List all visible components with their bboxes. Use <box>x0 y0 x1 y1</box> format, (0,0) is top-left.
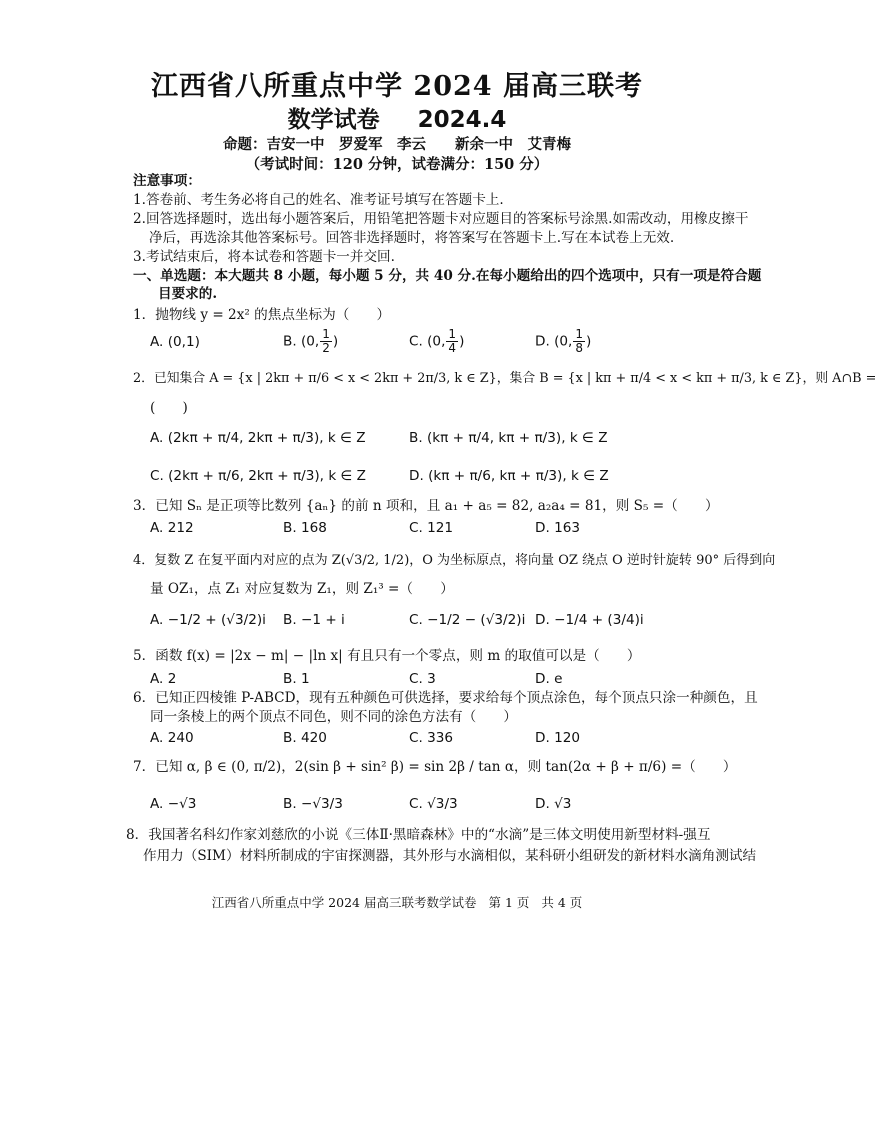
q2-option-d: D. (kπ + π/6, kπ + π/3), k ∈ Z <box>409 468 609 484</box>
q6-option-a: A. 240 <box>150 730 194 746</box>
q1-d-close: ) <box>586 333 592 350</box>
question-5-stem: 5．函数 f(x) = |2x − m| − |ln x| 有且只有一个零点，则 m 的取值可以是（ ） <box>133 648 641 664</box>
question-2-stem: 2．已知集合 A = {x | 2kπ + π/6 < x < 2kπ + 2π/3, k ∈ Z}，集合 B = {x | kπ + π/4 < x < kπ + π/3, k ∈ Z}，则 A∩B = <box>133 371 876 386</box>
q4-option-b: B. −1 + i <box>283 612 345 628</box>
question-4-stem-a: 4．复数 Z 在复平面内对应的点为 Z(√3/2, 1/2)，O 为坐标原点，将向量 OZ 绕点 O 逆时针旋转 90° 后得到向 <box>133 553 776 568</box>
notice-heading: 注意事项： <box>133 173 201 189</box>
page-footer <box>0 893 794 911</box>
q1-b-numerator: 1 <box>322 327 330 341</box>
q1-d-prefix: D. (0, <box>535 333 573 350</box>
q1-option-d <box>535 328 591 355</box>
q1-b-prefix: B. (0, <box>283 333 320 350</box>
question-7-stem: 7．已知 α, β ∈ (0, π/2)，2(sin β + sin² β) = sin 2β / tan α，则 tan(2α + β + π/6) =（ ） <box>133 759 737 775</box>
section-heading-b: 目要求的. <box>158 286 218 302</box>
q3-option-c: C. 121 <box>409 520 454 536</box>
q1-option-b <box>283 328 338 355</box>
exam-date: 2024.4 <box>417 107 507 133</box>
q7-option-b: B. −√3/3 <box>283 796 343 812</box>
q1-c-fraction <box>446 328 458 355</box>
q1-d-denominator: 8 <box>575 341 584 355</box>
notice-item-2a: 2.回答选择题时，选出每小题答案后，用铅笔把答题卡对应题目的答案标号涂黑.如需改动，用橡皮擦干 <box>133 211 749 227</box>
q2-option-c: C. (2kπ + π/6, 2kπ + π/3), k ∈ Z <box>150 468 366 484</box>
q5-option-a: A. 2 <box>150 671 177 687</box>
q5-option-b: B. 1 <box>283 671 310 687</box>
question-1-stem: 1．抛物线 y = 2x² 的焦点坐标为（ ） <box>133 307 391 323</box>
q1-d-fraction <box>573 328 585 355</box>
question-2-paren: ( ) <box>150 400 188 416</box>
q1-option-a: A. (0,1) <box>150 334 200 350</box>
question-6-stem-b: 同一条棱上的两个顶点不同色，则不同的涂色方法有（ ） <box>150 709 518 725</box>
footer-exam-name: 江西省八所重点中学 2024 届高三联考数学试卷 <box>211 895 477 910</box>
q2-option-a: A. (2kπ + π/4, 2kπ + π/3), k ∈ Z <box>150 430 366 446</box>
q1-d-numerator: 1 <box>575 327 584 341</box>
question-4-stem-b: 量 OZ₁，点 Z₁ 对应复数为 Z₁，则 Z₁³ =（ ） <box>150 581 454 597</box>
q1-b-close: ) <box>332 333 339 350</box>
q5-option-d: D. e <box>535 671 563 687</box>
q3-option-b: B. 168 <box>283 520 327 536</box>
q2-option-b: B. (kπ + π/4, kπ + π/3), k ∈ Z <box>409 430 608 446</box>
q3-option-a: A. 212 <box>150 520 194 536</box>
q1-b-fraction <box>320 328 332 355</box>
q4-option-c: C. −1/2 − (√3/2)i <box>409 612 526 628</box>
exam-title: 江西省八所重点中学 2024 届高三联考 <box>151 71 643 102</box>
q7-option-d: D. √3 <box>535 796 572 812</box>
q1-c-denominator: 4 <box>448 341 457 355</box>
q1-c-numerator: 1 <box>448 327 457 341</box>
subject-label: 数学试卷 <box>287 106 380 133</box>
q4-option-a: A. −1/2 + (√3/2)i <box>150 612 266 628</box>
footer-page-number: 第 1 页 <box>488 895 530 910</box>
q1-b-denominator: 2 <box>322 341 330 355</box>
footer-total-pages: 共 4 页 <box>541 895 583 910</box>
q6-option-b: B. 420 <box>283 730 327 746</box>
exam-subtitle <box>0 101 794 134</box>
q3-option-d: D. 163 <box>535 520 581 536</box>
notice-item-2b: 净后，再选涂其他答案标号。回答非选择题时，将答案写在答题卡上.写在本试卷上无效. <box>149 230 675 246</box>
q6-option-d: D. 120 <box>535 730 581 746</box>
question-3-stem: 3．已知 Sₙ 是正项等比数列 {aₙ} 的前 n 项和，且 a₁ + a₅ = 82, a₂a₄ = 81，则 S₅ =（ ） <box>133 498 719 514</box>
question-6-stem-a: 6．已知正四棱锥 P-ABCD，现有五种颜色可供选择，要求给每个顶点涂色，每个顶点只涂一种颜色，且 <box>133 690 758 706</box>
q1-option-c <box>409 328 464 355</box>
authors-line: 命题：吉安一中 罗爱军 李云 新余一中 艾青梅 <box>223 136 571 153</box>
q6-option-c: C. 336 <box>409 730 454 746</box>
q1-c-close: ) <box>459 333 465 350</box>
notice-item-3: 3.考试结束后，将本试卷和答题卡一并交回. <box>133 249 395 265</box>
q1-c-prefix: C. (0, <box>409 333 446 350</box>
q4-option-d: D. −1/4 + (3/4)i <box>535 612 644 628</box>
question-8-stem-b: 作用力（SIM）材料所制成的宇宙探测器，其外形与水滴相似，某科研小组研发的新材料水滴角测试结 <box>143 848 757 864</box>
time-info: （考试时间：120 分钟，试卷满分：150 分） <box>245 156 549 173</box>
notice-item-1: 1.答卷前、考生务必将自己的姓名、准考证号填写在答题卡上. <box>133 192 504 208</box>
section-heading-a: 一、单选题：本大题共 8 小题，每小题 5 分，共 40 分.在每小题给出的四个选项中，只有一项是符合题 <box>133 268 762 284</box>
q5-option-c: C. 3 <box>409 671 436 687</box>
q7-option-c: C. √3/3 <box>409 796 458 812</box>
q7-option-a: A. −√3 <box>150 796 197 812</box>
question-8-stem-a: 8．我国著名科幻作家刘慈欣的小说《三体Ⅱ·黑暗森林》中的“水滴”是三体文明使用新型材料-强互 <box>126 827 711 843</box>
